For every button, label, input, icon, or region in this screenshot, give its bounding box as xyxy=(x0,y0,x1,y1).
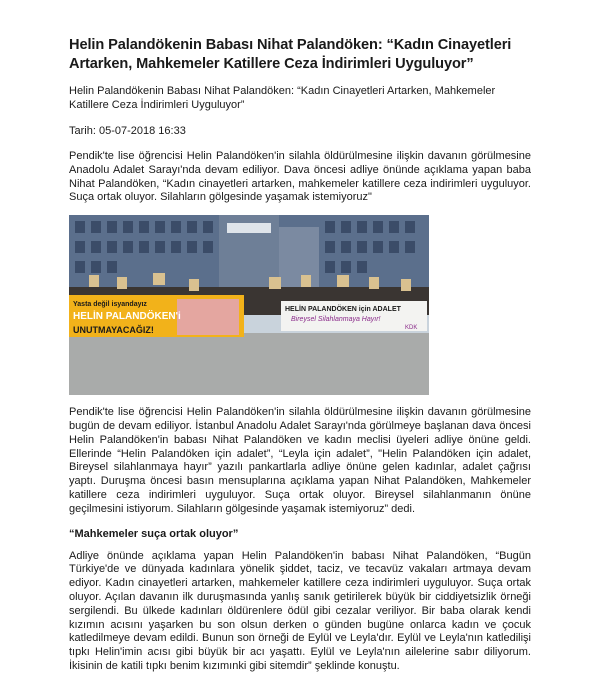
left-banner-bottom: UNUTMAYACAĞIZ! xyxy=(73,325,154,336)
protest-photo xyxy=(69,215,429,395)
article-date: Tarih: 05-07-2018 16:33 xyxy=(69,125,186,137)
article-subheading: “Mahkemeler suça ortak oluyor” xyxy=(69,527,239,540)
right-banner-sub: Bireysel Silahlanmaya Hayır! xyxy=(291,316,381,324)
article-body-2: Adliye önünde açıklama yapan Helin Palandöken'in babası Nihat Palandöken, “Bugün Türkiye'de ve dünyada kadınlara yönelik şiddet, taciz, ve tecavüz vakaları artmaya devam ediyor. Kadın cinayetleri artarken, mahkemeler katillere ceza indirimleri uyguluyor. Suça ortak oluyor. Açılan davanın ilk duruşmasında yanlış sanık getirilerek büyük bir ciddiyetsizlik örneği sergilendi. Bu ülkede kadınları öldürenlere ödül gibi cezalar veriliyor. Bir baba olarak kendi kızımın acısını yaşarken bu son olsun derken o günden bugüne onlarca kadın ve çocuk katledilmeye devam edildi. Bunun son örneği de Eylül ve Leyla'dır. Eylül ve Leyla'nın katledilişi tıpkı Helin'imin acısı gibi büyük bir acı yaşattı. Eylül ve Leyla'nın ailelerine sabır diliyorum. İkisinin de katili tıpkı benim kızımınki gibi sitemdir” şeklinde konuştu. xyxy=(69,549,531,672)
left-banner-main: HELİN PALANDÖKEN'i xyxy=(73,311,181,323)
left-banner-top: Yasta değil isyandayız xyxy=(73,301,147,309)
right-banner xyxy=(281,301,427,331)
article-intro: Pendik'te lise öğrencisi Helin Palandöken'in silahla öldürülmesine ilişkin davanın görülmesine Anadolu Adalet Sarayı'nda devam ediliyor. Dava öncesi adliye önünde açıklama yapan baba Nihat Palandöken, “Kadın cinayetleri artarken, mahkemeler katillere ceza indirimleri uyguluyor. Suça ortak oluyor. Silahların gölgesinde yaşamak istemiyoruz" xyxy=(69,150,531,204)
right-banner-main: HELİN PALANDÖKEN için ADALET xyxy=(285,306,401,314)
article-title: Helin Palandökenin Babası Nihat Palandöken: “Kadın Cinayetleri Artarken, Mahkemeler Katillere Ceza İndirimleri Uyguluyor” xyxy=(69,37,512,72)
courthouse-building xyxy=(69,215,429,287)
article-subtitle: Helin Palandökenin Babası Nihat Palandöken: “Kadın Cinayetleri Artarken, Mahkemeler Katillere Ceza İndirimleri Uyguluyor” xyxy=(69,85,496,111)
article xyxy=(69,36,531,674)
left-banner xyxy=(69,295,244,337)
right-banner-sign: KDK xyxy=(405,325,418,332)
article-body-1: Pendik'te lise öğrencisi Helin Palandöken'in silahla öldürülmesine ilişkin davanın görülmesine bugün de devam ediliyor. İstanbul Anadolu Adalet Sarayı'nda görülmeye başlanan dava öncesi Helin Palandöken'in babası Nihat Palandöken ve kadın meclisi üyeleri adliye önüne geldi. Ellerinde “Helin Palandöken için adalet”, “Leyla için adalet”, "Helin Palandöken için adalet, Bireysel silahlanmaya hayır” yazılı pankartlarla adliye önüne gelen kadınlar, adalet çağrısı yaptı. Duruşma öncesi basın mensuplarına açıklama yapan Nihat Palandöken, Mahkemeler katillere ceza indirimleri uyguluyor. Suça ortak oluyor. Bireysel silahlanmanın önüne geçilmesini istiyorum. Silahların gölgesinde yaşamak istemiyoruz” dedi. xyxy=(69,406,531,515)
